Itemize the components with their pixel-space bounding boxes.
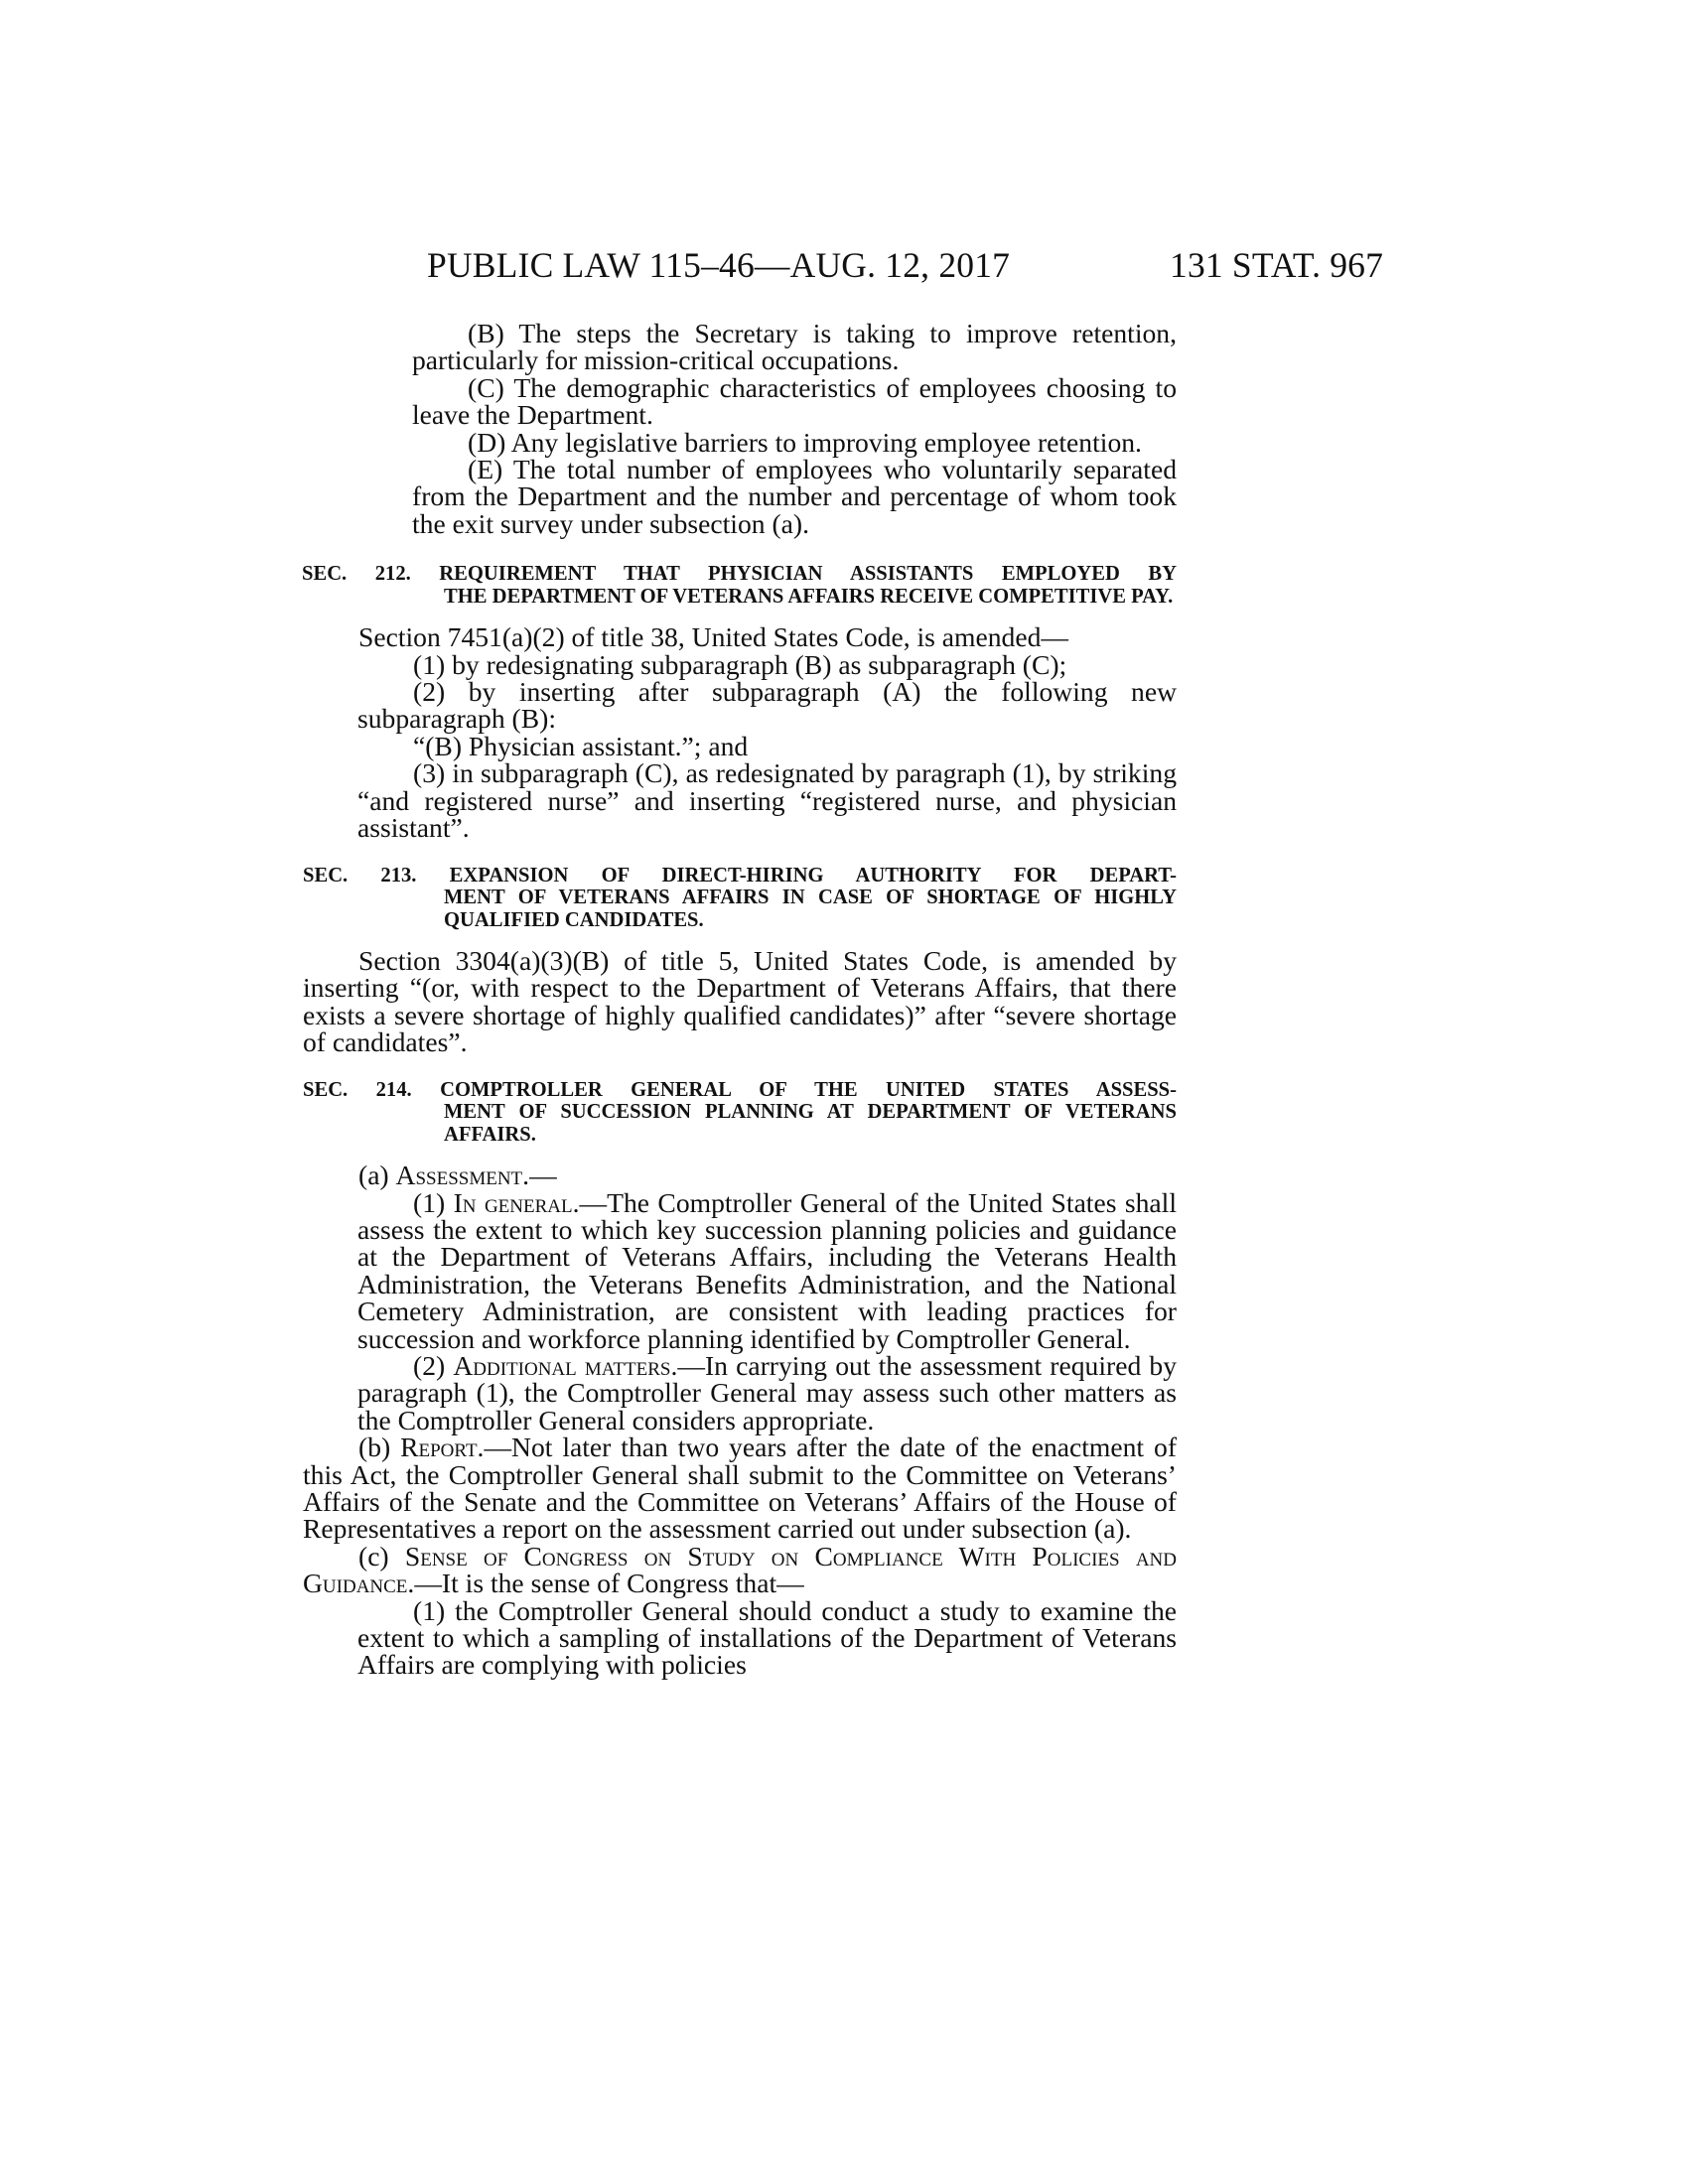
paragraph-a-1-label: (1) [413,1186,454,1218]
subsection-b [303,1433,1177,1543]
running-header-title: PUBLIC LAW 115–46—AUG. 12, 2017 [427,245,1011,285]
section-213-heading-lead: SEC. 213. EXPANSION OF DIRECT-HIRING AUTHORITY FOR DEPART- [303,864,1177,887]
subsection-c [303,1540,1177,1599]
subparagraph-b: (B) The steps the Secretary is taking to improve retention, particularly for mission-critical occupations. [412,318,1177,376]
paragraph-a-2 [357,1349,1177,1435]
section-212 [302,563,1177,844]
subparagraph-d: (D) Any legislative barriers to improving employee retention. [468,426,1142,458]
section-212-quoted-text: “(B) Physician assistant.”; and [413,730,749,761]
paragraph-c-1: (1) the Comptroller General should conduct a study to examine the extent to which a sampling of installations of the Department of Veterans Affairs are complying with policies [357,1594,1177,1681]
section-212-heading [303,563,1177,608]
subparagraph-e: (E) The total number of employees who voluntarily separated from the Department and the number and percentage of whom took the exit survey under subsection (a). [412,454,1177,539]
paragraph-a-2-title: Additional matters [453,1349,671,1381]
section-212-item-2: (2) by inserting after subparagraph (A) the following new subparagraph (B): [357,676,1177,735]
section-212-intro: Section 7451(a)(2) of title 38, United States Code, is amended— [358,621,1068,653]
running-header-stat-page: 131 STAT. 967 [1170,245,1384,285]
paragraph-a-1-body: .—The Comptroller General of the United States shall assess the extent to which key succession planning policies and guidance at the Department of Veterans Affairs, including the Veterans Health Administration, the Veterans Benefits Administration, and the National Cemetery Administration, are consistent with leading practices for succession and workforce planning identified by Comptroller General. [357,1186,1178,1354]
subsection-b-body: .—Not later than two years after the date of the enactment of this Act, the Comptroller General shall submit to the Committee on Veterans’ Affairs of the Senate and the Committee on Veterans’ Affairs of the House of Representatives a report on the assessment carried out under subsection (a). [303,1432,1178,1545]
section-214-heading-lead: SEC. 214. COMPTROLLER GENERAL OF THE UNITED STATES ASSESS- [303,1078,1177,1101]
subsection-a-label: (a) [358,1160,396,1191]
subparagraph-list [412,320,1177,537]
subsection-a-title: Assessment [395,1160,523,1191]
subsection-c-title: Sense of Congress on Study on Compliance With Policies and Guidance [303,1540,1177,1599]
section-212-item-1: (1) by redesignating subparagraph (B) as subparagraph (C); [413,648,1067,680]
subsection-b-label: (b) [358,1432,401,1463]
subsection-a-heading [303,1160,1177,1191]
paragraph-a-2-body: .—In carrying out the assessment required by paragraph (1), the Comptroller General may assess such other matters as the Comptroller General considers appropriate. [357,1349,1177,1435]
section-212-items [357,648,1177,844]
section-213-body: Section 3304(a)(3)(B) of title 5, United States Code, is amended by inserting “(or, with respect to the Department of Veterans Affairs, that there exists a severe shortage of highly qualified candidates)” after “severe shortage of candidates”. [303,945,1177,1058]
section-213-heading-rest: MENT OF VETERANS AFFAIRS IN CASE OF SHORTAGE OF HIGHLY QUALIFIED CANDIDATES. [444,887,1177,931]
paragraph-a-2-label: (2) [413,1349,454,1381]
section-212-item-3: (3) in subparagraph (C), as redesignated by paragraph (1), by striking “and registered nurse” and inserting “registered nurse, and physician assistant”. [357,757,1177,844]
section-213 [303,865,1177,1056]
subsection-c-label: (c) [358,1540,405,1571]
subsection-a-paragraphs [357,1186,1178,1435]
section-214-heading [303,1079,1177,1147]
section-212-heading-lead: SEC. 212. REQUIREMENT THAT PHYSICIAN ASSISTANTS EMPLOYED BY [302,563,1177,586]
paragraph-a-1 [357,1186,1178,1354]
subsection-b-title: Report [400,1432,478,1463]
document-body [303,320,1177,1679]
section-213-heading [303,865,1177,932]
paragraph-a-1-title: In general [453,1186,573,1218]
subsection-c-body: .—It is the sense of Congress that— [407,1568,804,1599]
section-214-heading-rest: MENT OF SUCCESSION PLANNING AT DEPARTMENT OF VETERANS AFFAIRS. [444,1101,1177,1146]
section-212-heading-rest: THE DEPARTMENT OF VETERANS AFFAIRS RECEIVE COMPETITIVE PAY. [444,585,1174,608]
subsection-a-dash: .— [522,1160,557,1191]
section-214 [303,1079,1177,1679]
subsection-c-paragraphs [357,1594,1177,1681]
subparagraph-c: (C) The demographic characteristics of employees choosing to leave the Department. [412,371,1177,431]
